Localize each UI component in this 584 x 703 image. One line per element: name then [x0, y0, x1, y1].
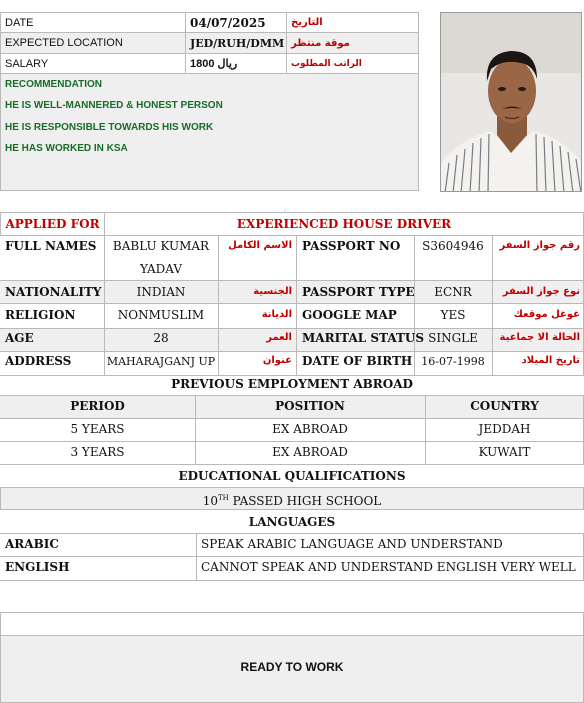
ready-to-work-text: READY TO WORK	[240, 660, 344, 674]
education-number: 10	[202, 494, 219, 508]
date-value: 04/07/2025	[185, 12, 287, 33]
passport-no-arabic-label: رقم جواز السفر	[499, 240, 580, 251]
person-photo-icon	[441, 13, 582, 192]
employment-row-period: 3 YEARS	[70, 445, 125, 459]
language-name: ARABIC	[5, 537, 59, 551]
recommendation-heading: RECOMMENDATION	[5, 79, 103, 90]
salary-value: 1800 ريال	[185, 53, 287, 74]
education-row	[0, 487, 584, 510]
salary-arabic-label: الراتب المطلوب	[286, 53, 419, 74]
age-value: 28	[153, 331, 169, 345]
passport-type-arabic-label: نوع جواز السفر	[502, 286, 580, 297]
marital-status-arabic-label: الحالة الا جماعية	[499, 332, 580, 343]
location-label: EXPECTED LOCATION	[0, 32, 186, 54]
education-heading: EDUCATIONAL QUALIFICATIONS	[178, 469, 406, 483]
recommendation-line: HE IS WELL-MANNERED & HONEST PERSON	[5, 100, 223, 111]
employment-header-period: PERIOD	[70, 399, 125, 413]
language-level: CANNOT SPEAK AND UNDERSTAND ENGLISH VERY WELL	[201, 560, 576, 574]
address-arabic-label: عنوان	[262, 355, 292, 366]
ready-to-work-box	[0, 635, 584, 703]
address-value: MAHARAJGANJ UP	[106, 355, 216, 368]
google-map-value: YES	[440, 308, 466, 322]
location-value: JED/RUH/DMM	[185, 32, 287, 54]
applied-for-value: EXPERIENCED HOUSE DRIVER	[104, 212, 584, 236]
languages-heading: LANGUAGES	[248, 515, 336, 529]
nationality-arabic-label: الجنسية	[253, 286, 292, 297]
date-of-birth-value: 16-07-1998	[421, 355, 485, 368]
age-arabic-label: العمر	[266, 332, 292, 343]
religion-arabic-label: الديانة	[261, 309, 292, 320]
nationality-label: NATIONALITY	[5, 285, 102, 299]
passport-type-value: ECNR	[434, 285, 472, 299]
nationality-value: INDIAN	[136, 285, 186, 299]
date-of-birth-label: DATE OF BIRTH	[302, 354, 413, 368]
full-names-value-line1: BABLU KUMAR	[112, 239, 210, 253]
religion-value: NONMUSLIM	[117, 308, 205, 322]
date-label: DATE	[0, 12, 186, 33]
candidate-photo	[440, 12, 582, 192]
employment-row-position: EX ABROAD	[272, 422, 348, 436]
language-level: SPEAK ARABIC LANGUAGE AND UNDERSTAND	[201, 537, 503, 551]
employment-header-country: COUNTRY	[470, 399, 539, 413]
address-label: ADDRESS	[5, 354, 72, 368]
employment-row-country: JEDDAH	[478, 422, 531, 436]
passport-no-label: PASSPORT NO	[302, 239, 401, 253]
passport-no-value: S3604946	[422, 239, 484, 253]
full-names-label: FULL NAMES	[5, 239, 97, 253]
language-name: ENGLISH	[5, 560, 70, 574]
age-label: AGE	[5, 331, 34, 345]
employment-row-country: KUWAIT	[478, 445, 531, 459]
date-arabic-label: التاريخ	[286, 12, 419, 33]
salary-label: SALARY	[0, 53, 186, 74]
remarks-row	[0, 612, 584, 636]
employment-row-position: EX ABROAD	[272, 445, 348, 459]
google-map-arabic-label: غوغل موقعك	[513, 309, 580, 320]
marital-status-label: MARITAL STATUS	[302, 331, 425, 345]
religion-label: RELIGION	[5, 308, 76, 322]
date-of-birth-arabic-label: تاريخ الميلاد	[521, 355, 580, 366]
location-arabic-label: موقة منتظر	[286, 32, 419, 54]
education-ordinal: TH	[218, 494, 229, 502]
education-text: PASSED HIGH SCHOOL	[228, 494, 382, 508]
full-names-value-line2: YADAV	[139, 262, 182, 276]
applied-for-label: APPLIED FOR	[0, 212, 105, 236]
recommendation-line: HE IS RESPONSIBLE TOWARDS HIS WORK	[5, 122, 214, 133]
recommendation-box	[0, 73, 419, 191]
employment-header-position: POSITION	[275, 399, 345, 413]
recommendation-line: HE HAS WORKED IN KSA	[5, 143, 128, 154]
employment-row-period: 5 YEARS	[70, 422, 125, 436]
marital-status-value: SINGLE	[428, 331, 478, 345]
google-map-label: GOOGLE MAP	[302, 308, 397, 322]
full-names-arabic-label: الاسم الكامل	[228, 240, 292, 251]
employment-heading: PREVIOUS EMPLOYMENT ABROAD	[171, 377, 413, 391]
passport-type-label: PASSPORT TYPE	[302, 285, 415, 299]
